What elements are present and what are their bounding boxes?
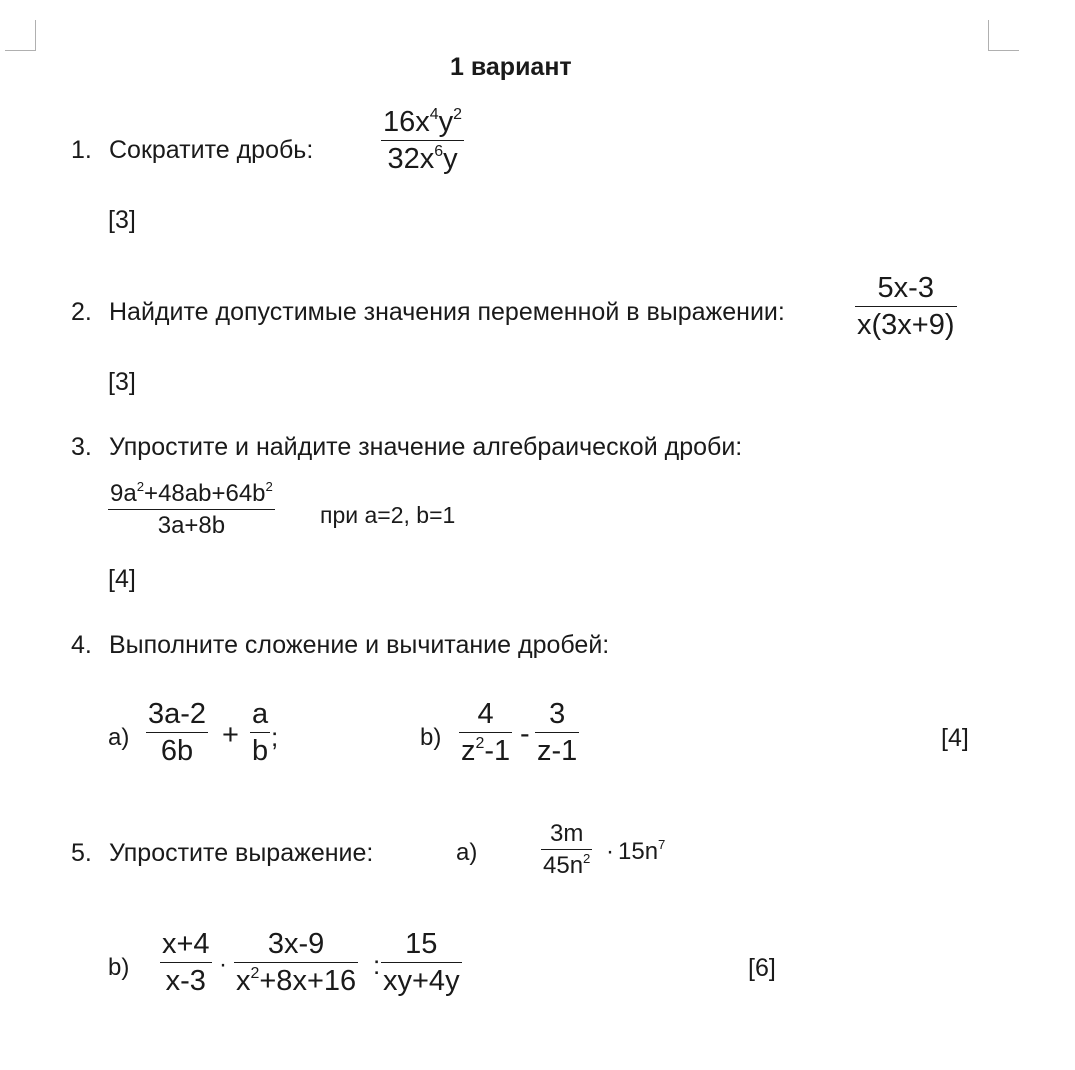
task-2-number: 2.	[71, 298, 92, 326]
task-4a-fraction-1-numerator: 3a-2	[148, 698, 207, 730]
task-4b-fraction-1	[459, 700, 512, 766]
task-1-text: Сократите дробь:	[109, 136, 314, 164]
task-1-denominator: $32x^6y$	[387, 143, 458, 175]
task-4b-label: b)	[420, 724, 442, 751]
task-3-score: [4]	[108, 565, 136, 593]
task-5-score: [6]	[748, 954, 776, 982]
task-1-fraction	[381, 108, 464, 174]
page-title: 1 вариант	[450, 53, 572, 81]
task-4b-fraction-2-numerator: 3	[549, 698, 566, 730]
task-5b-fraction-3-denominator: xy+4y	[383, 965, 460, 997]
task-5a-multiplier: $15n^7$	[618, 837, 666, 865]
task-4a-fraction-2-numerator: a	[252, 698, 269, 730]
task-5b-fraction-1-denominator: x-3	[165, 965, 206, 997]
task-4b-fraction-2-denominator: z-1	[537, 735, 578, 767]
task-3-number: 3.	[71, 433, 92, 461]
task-4b-fraction-1-denominator: $z^2-1$	[461, 735, 511, 767]
task-5a-fraction	[541, 822, 592, 878]
task-4a-label: a)	[108, 724, 130, 751]
task-4-score: [4]	[941, 724, 969, 752]
task-4a-plus-operator: +	[222, 719, 239, 751]
task-4b-minus-operator: -	[520, 718, 530, 750]
task-3-condition: при a=2, b=1	[320, 502, 456, 528]
task-3-numerator: $9a^2+48ab+64b^2$	[110, 479, 273, 507]
task-4a-fraction-2-denominator: b	[252, 735, 269, 767]
task-5b-fraction-2	[234, 930, 358, 996]
task-2-numerator: 5x-3	[877, 272, 934, 304]
task-5b-fraction-2-numerator: 3x-9	[267, 928, 325, 960]
task-5a-label: a)	[456, 839, 478, 866]
task-5b-fraction-1-numerator: x+4	[162, 928, 210, 960]
task-5-text: Упростите выражение:	[109, 839, 374, 867]
task-4a-fraction-2	[250, 700, 270, 766]
task-4-number: 4.	[71, 631, 92, 659]
task-2-denominator: x(3x+9)	[857, 309, 955, 341]
task-5a-denominator: $45n^2$	[543, 851, 591, 879]
task-4a-fraction-1	[146, 700, 208, 766]
task-5a-multiply-dot: ·	[606, 838, 614, 865]
task-4a-semicolon: ;	[271, 722, 279, 752]
task-5b-label: b)	[108, 954, 130, 981]
page-corner-mark-left	[5, 20, 36, 51]
task-3-text: Упростите и найдите значение алгебраической дроби:	[109, 433, 743, 461]
task-5b-fraction-3	[381, 930, 462, 996]
task-5b-fraction-2-denominator: $x^2+8x+16$	[236, 965, 357, 997]
task-4a-fraction-1-denominator: 6b	[160, 735, 194, 767]
task-5b-multiply-dot: ·	[219, 951, 227, 978]
task-4b-fraction-1-numerator: 4	[477, 698, 494, 730]
task-5b-fraction-3-numerator: 15	[405, 928, 438, 960]
task-1-number: 1.	[71, 136, 92, 164]
task-2-score: [3]	[108, 368, 136, 396]
task-3-fraction	[108, 479, 275, 539]
task-5a-numerator: 3m	[550, 820, 584, 847]
task-1-numerator: $16x^4y^2$	[383, 106, 463, 138]
task-2-text: Найдите допустимые значения переменной в выражении:	[109, 298, 785, 326]
task-2-fraction	[855, 274, 957, 340]
task-5-number: 5.	[71, 839, 92, 867]
page-corner-mark-right	[988, 20, 1019, 51]
task-4-text: Выполните сложение и вычитание дробей:	[109, 631, 610, 659]
task-3-denominator: 3a+8b	[157, 512, 226, 539]
task-1-score: [3]	[108, 206, 136, 234]
task-4b-fraction-2	[535, 700, 579, 766]
task-5b-fraction-1	[160, 930, 212, 996]
task-5b-divide-colon: :	[373, 950, 381, 980]
